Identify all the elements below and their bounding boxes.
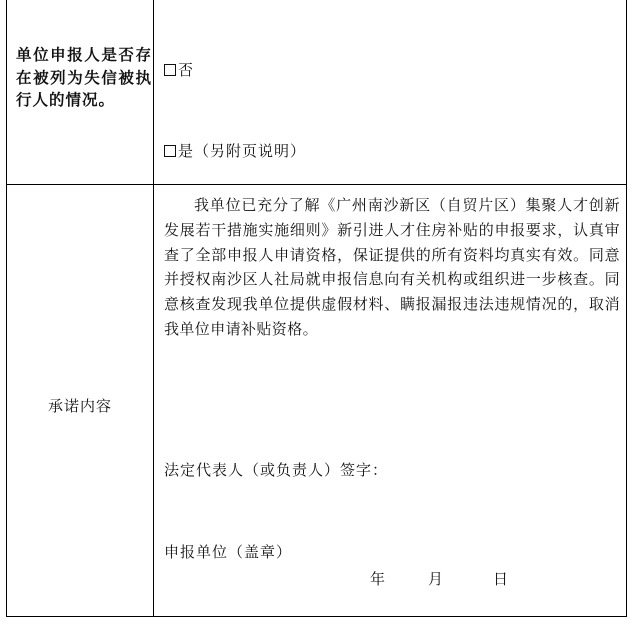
option-no-checkbox[interactable] xyxy=(164,60,194,80)
legal-representative-signature-label: 法定代表人（或负责人）签字： xyxy=(164,461,389,479)
row-divider xyxy=(6,184,627,185)
application-form-table xyxy=(6,0,627,617)
applicant-unit-seal-label: 申报单位（盖章） xyxy=(164,543,293,561)
bottom-border xyxy=(6,616,627,617)
option-yes-label: 是（另附页说明） xyxy=(178,142,307,160)
left-border xyxy=(6,0,7,617)
option-no-label: 否 xyxy=(178,61,195,79)
date-day-label: 日 xyxy=(493,570,509,588)
right-border xyxy=(626,0,627,617)
pledge-content-text: 我单位已充分了解《广州南沙新区（自贸片区）集聚人才创新发展若干措施实施细则》新引进人才住房补贴的申报要求，认真审查了全部申报人申请资格，保证提供的所有资料均真实有效。同意并授权南沙区人社局就申报信息向有关机构或组织进一步核查。同意核查发现我单位提供虚假材料、瞒报漏报违法违规情况的，取消我单位申请补贴资格。 xyxy=(164,196,620,338)
checkbox-icon[interactable] xyxy=(164,145,176,157)
date-month-label: 月 xyxy=(428,570,444,588)
pledge-content-label: 承诺内容 xyxy=(47,397,112,415)
date-year-label: 年 xyxy=(370,570,386,588)
dishonest-debtor-question-label: 单位申报人是否存在被列为失信被执行人的情况。 xyxy=(16,45,152,109)
checkbox-icon[interactable] xyxy=(164,64,176,76)
column-divider xyxy=(153,0,154,617)
option-yes-checkbox[interactable] xyxy=(164,141,306,161)
